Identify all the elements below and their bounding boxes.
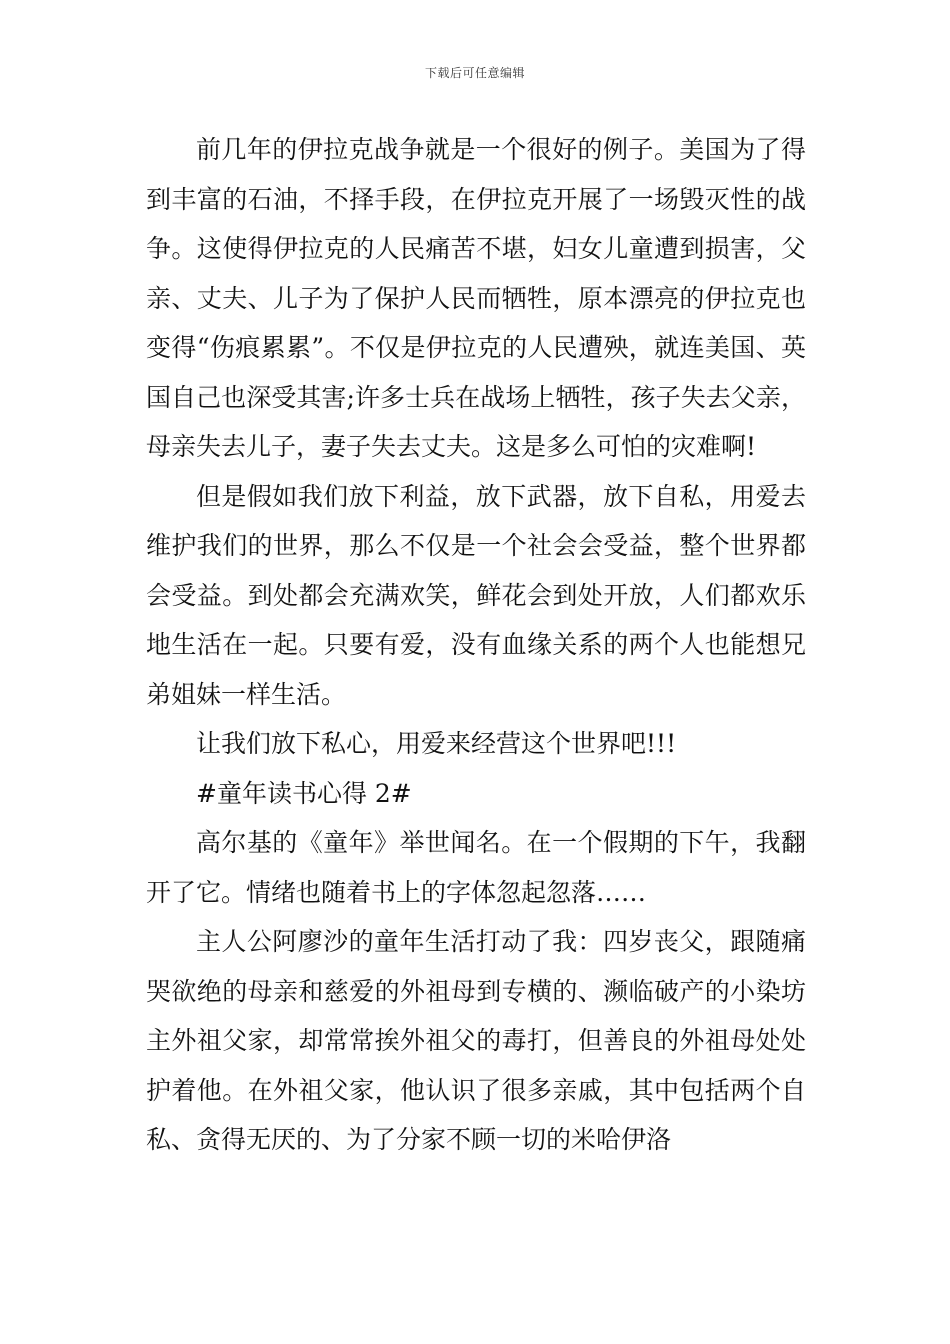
page-header: 下载后可任意编辑 [424, 66, 525, 80]
section-heading: #童年读书心得 2# [196, 778, 412, 808]
paragraph-iraq-war: 前几年的伊拉克战争就是一个很好的例子。美国为了得到丰富的石油，不择手段，在伊拉克开展了一场毁灭性的战争。这使得伊拉克的人民痛苦不堪，妇女儿童遭到损害，父亲、丈夫、儿子为了保护人民而牺牲，原本漂亮的伊拉克也变得“伤痕累累”。不仅是伊拉克的人民遭殃，就连美国、英国自己也深受其害;许多士兵在战场上牺牲，孩子失去父亲，母亲失去儿子，妻子失去丈夫。这是多么可怕的灾难啊! [146, 135, 806, 461]
document-body [146, 125, 806, 1165]
paragraph-childhood-intro: 高尔基的《童年》举世闻名。在一个假期的下午，我翻开了它。情绪也随着书上的字体忽起忽落…… [146, 828, 806, 907]
paragraph-call-to-action: 让我们放下私心，用爱来经营这个世界吧!!! [196, 729, 677, 758]
paragraph-alyosha-story: 主人公阿廖沙的童年生活打动了我：四岁丧父，跟随痛哭欲绝的母亲和慈爱的外祖母到专横的、濒临破产的小染坊主外祖父家，却常常挨外祖父的毒打，但善良的外祖母处处护着他。在外祖父家，他认识了很多亲戚，其中包括两个自私、贪得无厌的、为了分家不顾一切的米哈伊洛 [146, 927, 806, 1154]
paragraph-love-world: 但是假如我们放下利益，放下武器，放下自私，用爱去维护我们的世界，那么不仅是一个社会会受益，整个世界都会受益。到处都会充满欢笑，鲜花会到处开放，人们都欢乐地生活在一起。只要有爱，没有血缘关系的两个人也能想兄弟姐妹一样生活。 [146, 481, 806, 709]
